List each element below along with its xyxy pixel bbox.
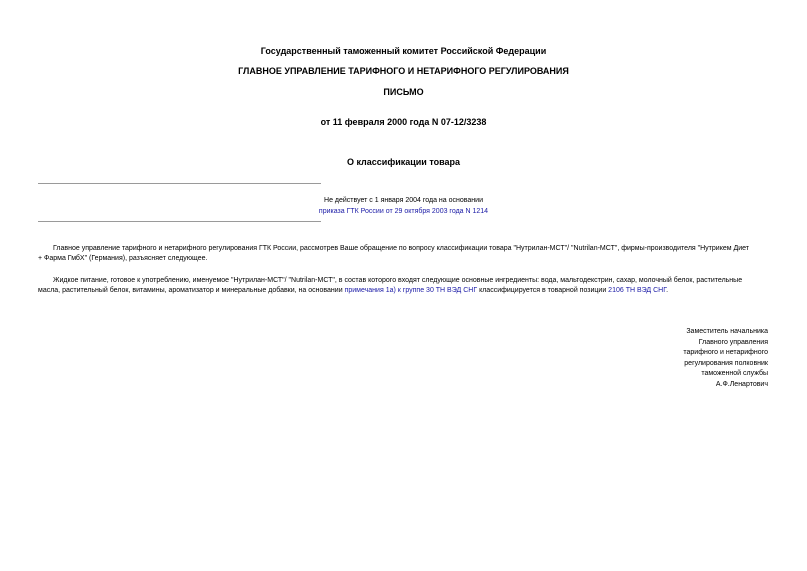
signature-line-2: Главного управления <box>698 338 768 346</box>
status-note-link-row <box>0 207 807 216</box>
body-paragraph-1 <box>38 244 770 264</box>
divider-top <box>38 183 321 184</box>
divider-bottom <box>38 221 321 222</box>
signatory-name: А.Ф.Ленартович <box>715 380 768 388</box>
note-1a-group-30-link[interactable]: примечания 1а) к группе 30 ТН ВЭД СНГ <box>344 287 478 294</box>
document-date-number: от 11 февраля 2000 года N 07-12/3238 <box>320 117 487 127</box>
paragraph-2-text-c: . <box>666 287 669 294</box>
status-note-text: Не действует с 1 января 2004 года на основании <box>324 197 483 204</box>
paragraph-2-text-a: масла, растительный белок, витамины, ароматизатор и минеральные добавки, на основании <box>38 287 345 294</box>
document-type: ПИСЬМО <box>383 87 424 97</box>
issuing-authority: Государственный таможенный комитет Российской Федерации <box>260 46 547 56</box>
document-subject: О классификации товара <box>346 157 461 167</box>
body-paragraph-2 <box>38 276 770 296</box>
paragraph-2-text-b: классифицируется в товарной позиции <box>477 287 609 294</box>
paragraph-2-line-1: Жидкое питание, готовое к употреблению, именуемое "Нутрилан-МСТ"/ "Nutrilan-МСТ", в состав которого входят следующие основные ингредиенты: вода, мальтодекстрин, сахар, молочный белок, растительные <box>53 277 743 284</box>
paragraph-1-line-1: Главное управление тарифного и нетарифного регулирования ГТК России, рассмотрев Ваше обращение по вопросу классификации товара "Нутрилан-МСТ"/ "Nutrilan-МСТ", фирмы-производителя "Нутрикем Диет <box>53 245 749 252</box>
heading-2106-link[interactable]: 2106 ТН ВЭД СНГ <box>608 287 667 294</box>
paragraph-2-line-2 <box>38 286 770 296</box>
paragraph-1-line-2: + Фарма ГмбХ" (Германия), разъясняет следующее. <box>38 255 208 262</box>
signature-line-3: тарифного и нетарифного <box>683 349 768 356</box>
department-name: ГЛАВНОЕ УПРАВЛЕНИЕ ТАРИФНОГО И НЕТАРИФНОГО РЕГУЛИРОВАНИЯ <box>238 66 569 76</box>
signature-line-5: таможенной службы <box>701 370 768 377</box>
signature-block <box>683 327 768 390</box>
status-note-link[interactable]: приказа ГТК России от 29 октября 2003 года N 1214 <box>318 208 489 215</box>
signature-line-4: регулирования полковник <box>684 359 768 367</box>
signature-line-1: Заместитель начальника <box>686 328 768 335</box>
